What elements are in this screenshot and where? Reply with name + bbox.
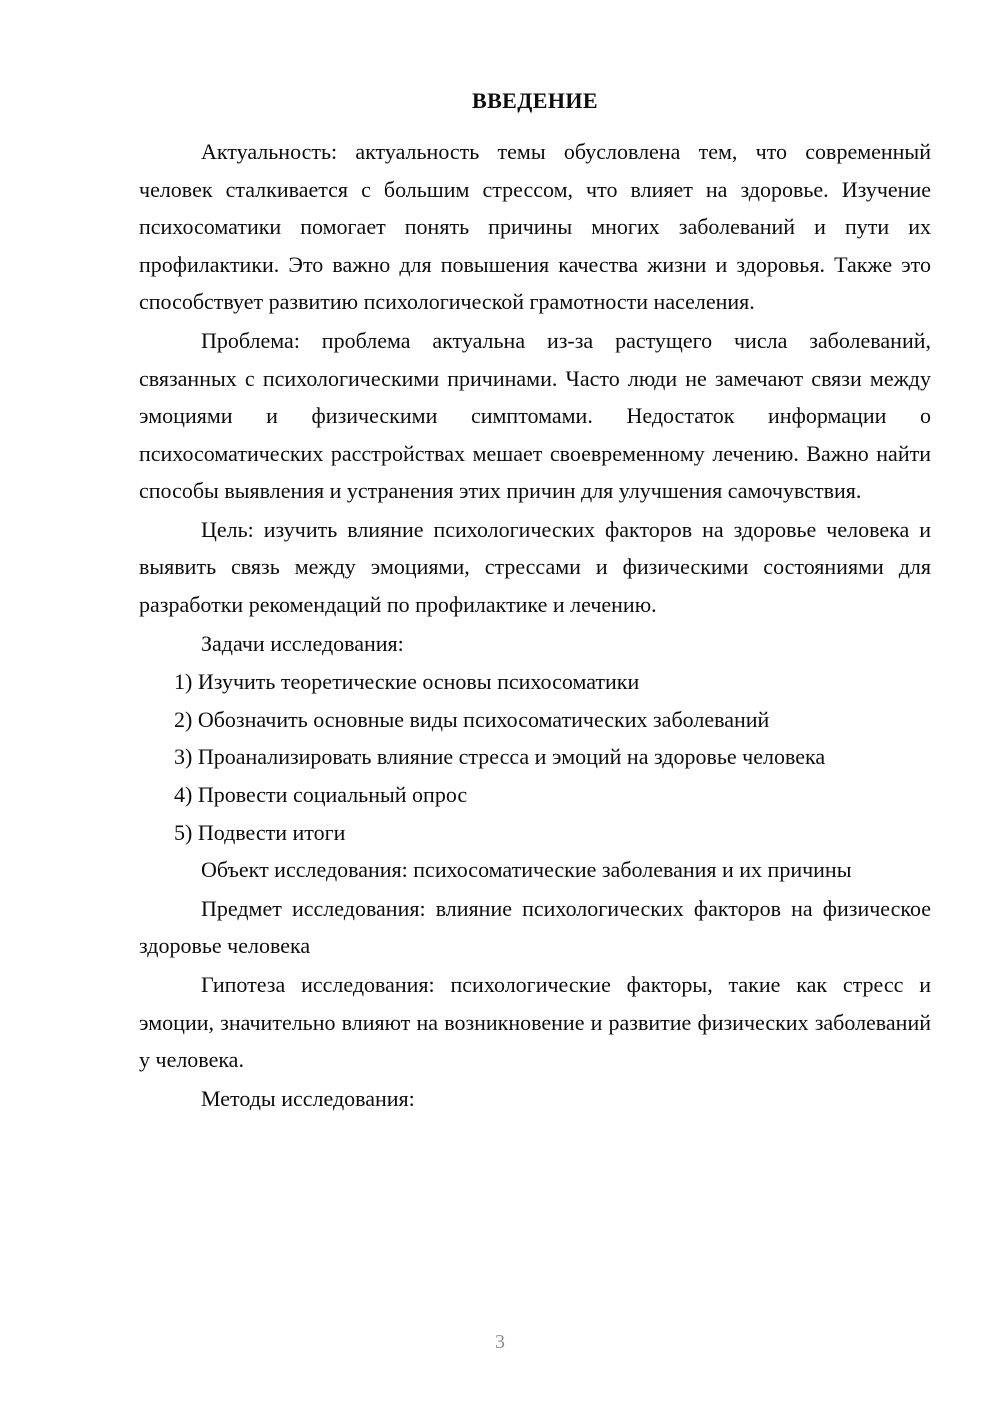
paragraph-subject: Предмет исследования: влияние психологических факторов на физическое здоровье человека: [139, 895, 931, 959]
tasks-heading: Задачи исследования:: [201, 630, 404, 656]
list-item: 5) Подвести итоги: [174, 819, 346, 845]
list-item: 4) Провести социальный опрос: [174, 782, 468, 808]
page-number: 3: [495, 1331, 505, 1353]
methods-heading: Методы исследования:: [201, 1085, 415, 1111]
list-item: 3) Проанализировать влияние стресса и эмоций на здоровье человека: [174, 744, 826, 770]
list-item: 2) Обозначить основные виды психосоматических заболеваний: [174, 706, 770, 732]
paragraph-object: Объект исследования: психосоматические заболевания и их причины: [201, 857, 852, 883]
paragraph-hypothesis: Гипотеза исследования: психологические факторы, такие как стресс и эмоции, значительно влияют на возникновение и развитие физических заболеваний у человека.: [139, 972, 931, 1073]
paragraph-relevance: Актуальность: актуальность темы обусловлена тем, что современный человек сталкивается с большим стрессом, что влияет на здоровье. Изучение психосоматики помогает понять причины многих заболеваний и пути их профилактики. Это важно для повышения качества жизни и здоровья. Также это способствует развитию психологической грамотности населения.: [139, 138, 931, 315]
page-content: [139, 88, 931, 1118]
page-title: ВВЕДЕНИЕ: [472, 88, 598, 113]
list-item: 1) Изучить теоретические основы психосоматики: [174, 669, 640, 695]
tasks-list: [139, 663, 931, 851]
paragraph-problem: Проблема: проблема актуальна из-за растущего числа заболеваний, связанных с психологическими причинами. Часто люди не замечают связи между эмоциями и физическими симптомами. Недостаток информации о психосоматических расстройствах мешает своевременному лечению. Важно найти способы выявления и устранения этих причин для улучшения самочувствия.: [139, 327, 931, 504]
paragraph-goal: Цель: изучить влияние психологических факторов на здоровье человека и выявить связь между эмоциями, стрессами и физическими состояниями для разработки рекомендаций по профилактике и лечению.: [139, 516, 931, 618]
